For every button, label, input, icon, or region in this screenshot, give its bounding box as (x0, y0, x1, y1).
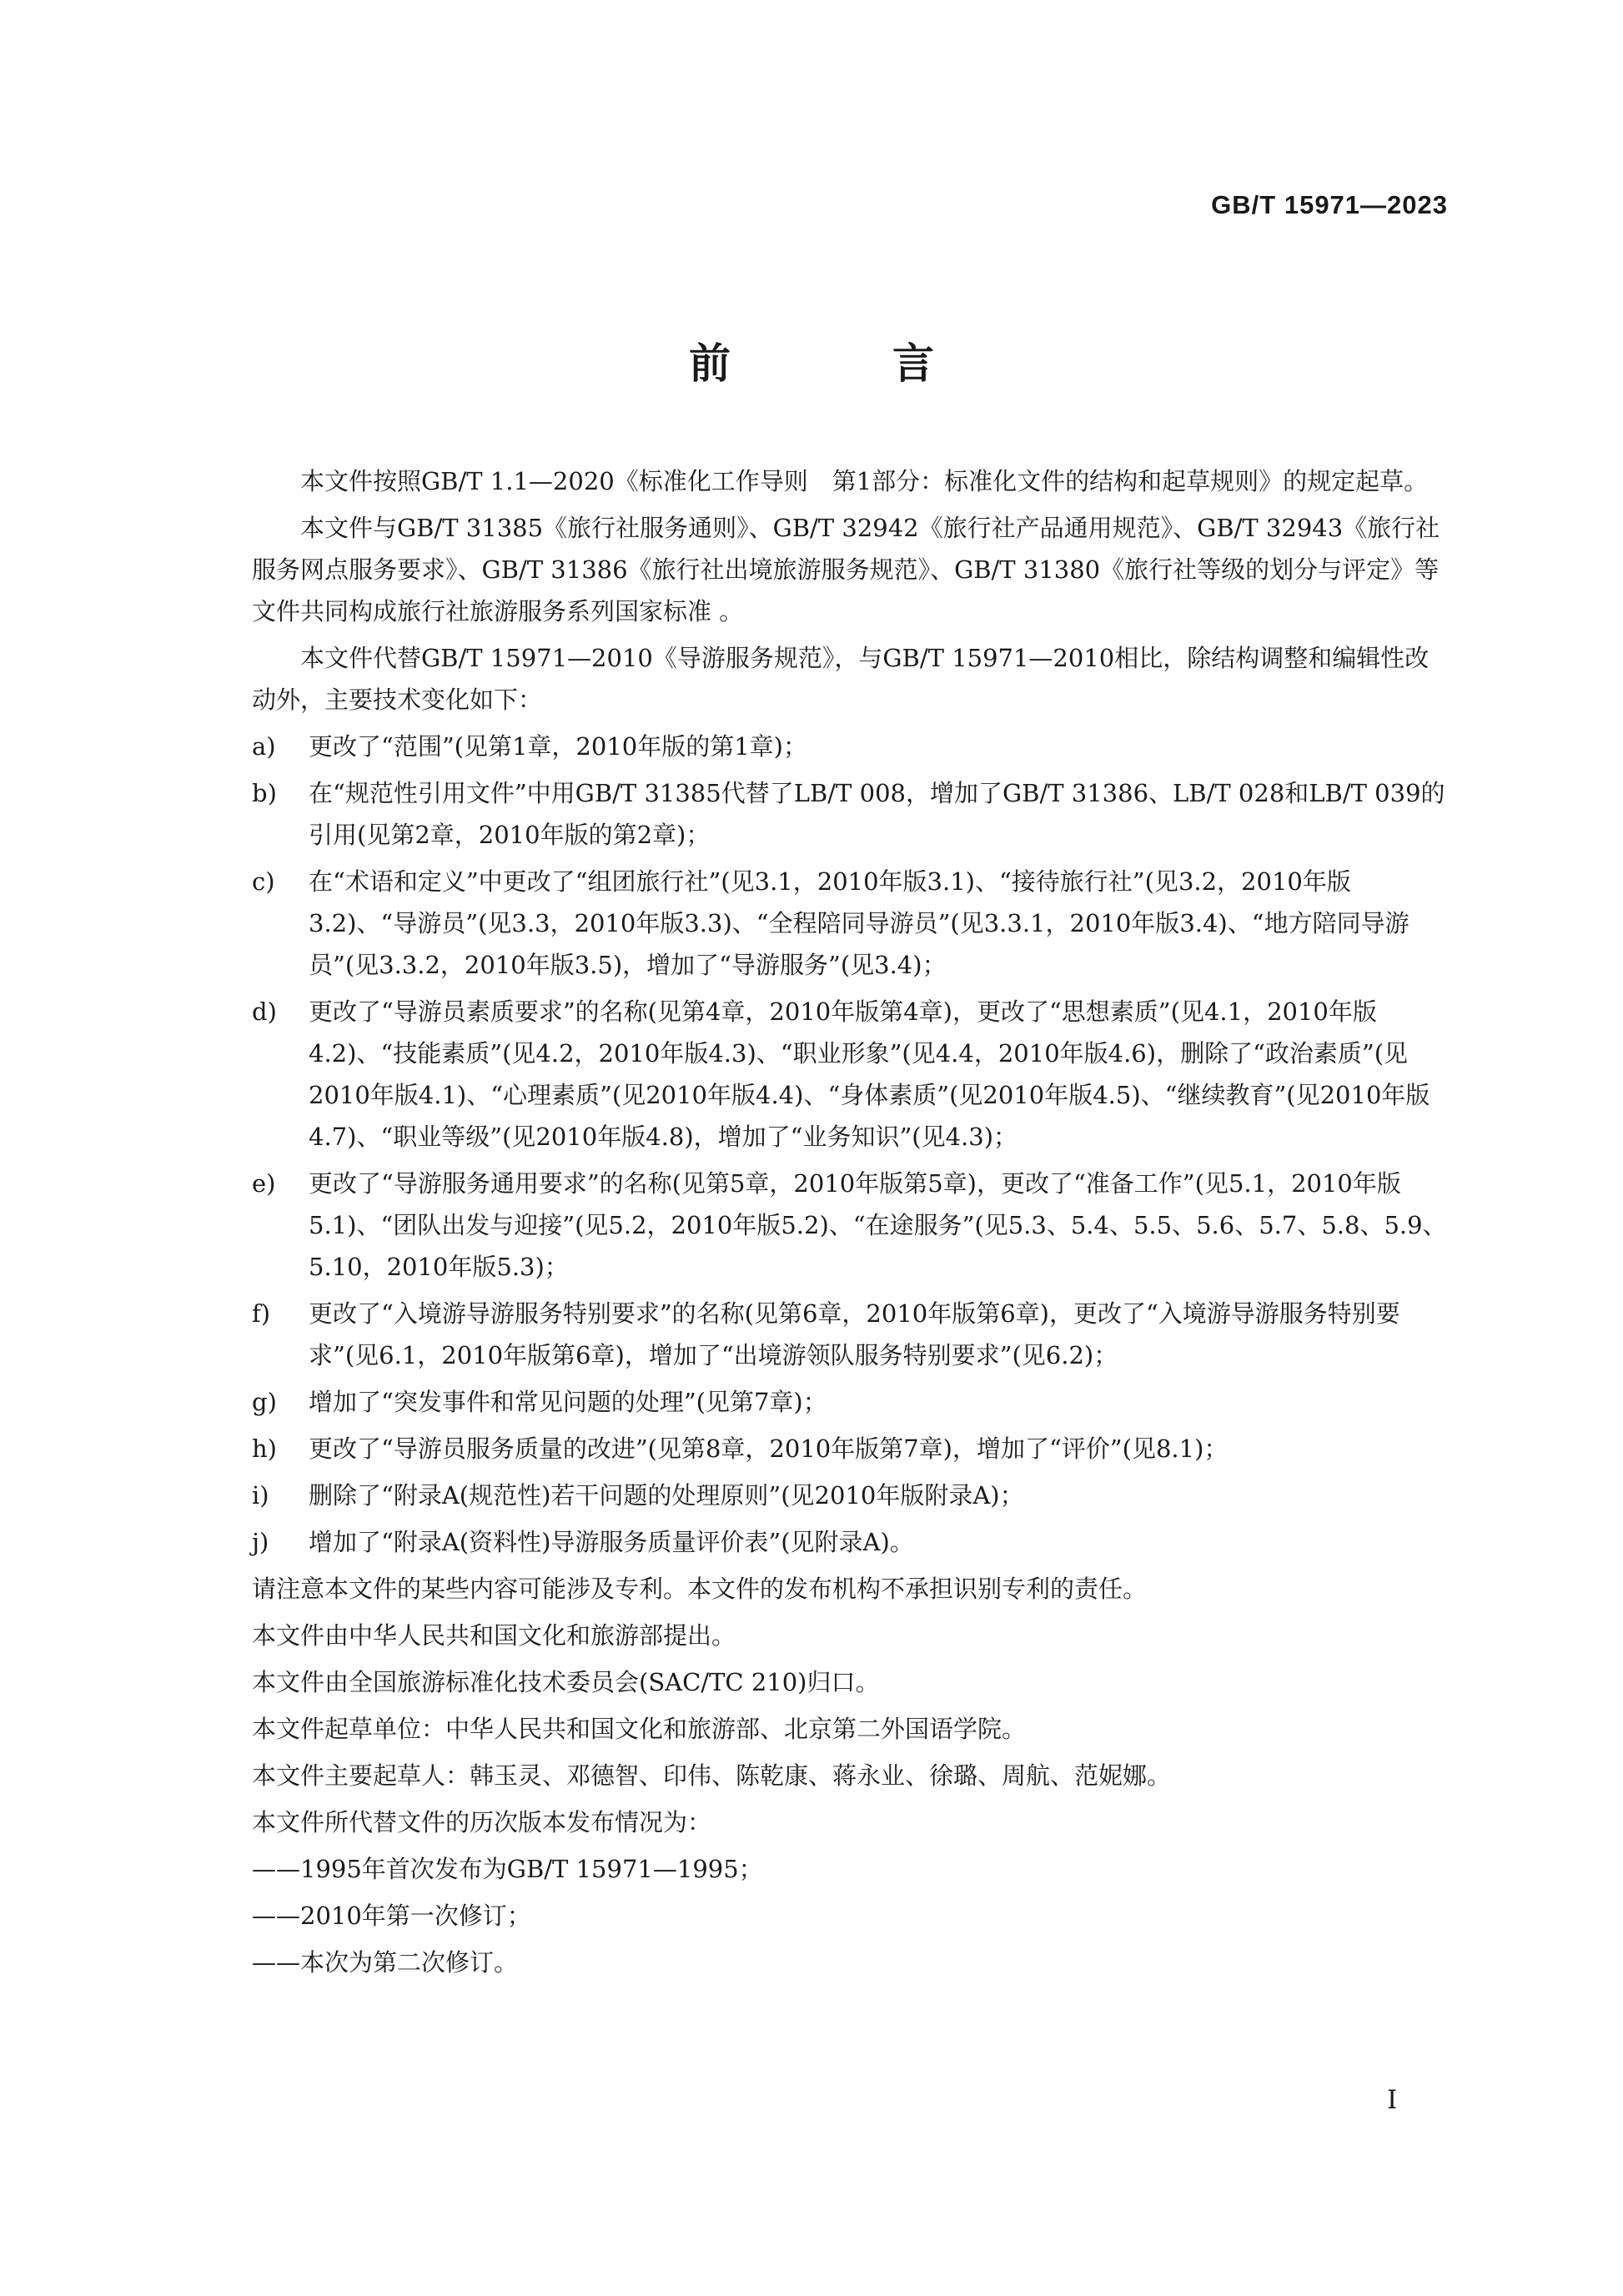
version-history-item: ——2010年第一次修订； (252, 1902, 531, 1930)
list-item (252, 1163, 1453, 1288)
list-marker: c) (252, 867, 275, 896)
list-item (252, 861, 1453, 986)
list-item (252, 1293, 1453, 1376)
list-item-text: 更改了“导游服务通用要求”的名称(见第5章，2010年版第5章)，更改了“准备工作”(见5.1，2010年版5.1)、“团队出发与迎接”(见5.2，2010年版5.2)、“在途服务”(见5.3、5.4、5.5、5.6、5.7、5.8、5.9、5.10，2010年版5.3)； (309, 1169, 1447, 1281)
list-item (252, 1381, 1453, 1423)
paragraph-drafting-rules: 本文件按照GB/T 1.1—2020《标准化工作导则 第1部分：标准化文件的结构和起草规则》的规定起草。 (300, 467, 1429, 495)
list-item-text: 更改了“导游员服务质量的改进”(见第8章，2010年版第7章)，增加了“评价”(见8.1)； (309, 1434, 1229, 1463)
standard-code: GB/T 15971—2023 (1211, 190, 1448, 219)
version-history-item: ——本次为第二次修订。 (252, 1948, 519, 1977)
drafting-units: 本文件起草单位：中华人民共和国文化和旅游部、北京第二外国语学院。 (252, 1715, 1027, 1743)
foreword-body (252, 460, 1453, 1988)
list-item-text: 增加了“附录A(资料性)导游服务质量评价表”(见附录A)。 (309, 1528, 914, 1556)
committee-statement: 本文件由全国旅游标准化技术委员会(SAC/TC 210)归口。 (252, 1668, 880, 1696)
list-marker: g) (252, 1388, 277, 1416)
list-item-text: 更改了“范围”(见第1章，2010年版的第1章)； (309, 732, 807, 761)
version-history-intro: 本文件所代替文件的历次版本发布情况为： (252, 1808, 712, 1836)
list-item (252, 772, 1453, 856)
patent-notice: 请注意本文件的某些内容可能涉及专利。本文件的发布机构不承担识别专利的责任。 (252, 1575, 1148, 1603)
changes-list (252, 726, 1453, 1563)
list-item-text: 删除了“附录A(规范性)若干问题的处理原则”(见2010年版附录A)； (309, 1481, 1024, 1510)
paragraph-series-standards: 本文件与GB/T 31385《旅行社服务通则》、GB/T 32942《旅行社产品通用规范》、GB/T 32943《旅行社服务网点服务要求》、GB/T 31386《旅行社出境旅游服务规范》、GB/T 31380《旅行社等级的划分与评定》等文件共同构成旅行社旅游服务系列国家标准 。 (252, 514, 1440, 625)
list-item (252, 1428, 1453, 1470)
list-item (252, 1521, 1453, 1563)
list-item-text: 增加了“突发事件和常见问题的处理”(见第7章)； (309, 1388, 827, 1416)
page-title: 前 言 (689, 339, 994, 388)
list-marker: d) (252, 997, 277, 1026)
list-item-text: 更改了“入境游导游服务特别要求”的名称(见第6章，2010年版第6章)，更改了“入境游导游服务特别要求”(见6.1，2010年版第6章)，增加了“出境游领队服务特别要求”(见6.2)； (309, 1299, 1400, 1369)
list-marker: h) (252, 1434, 277, 1463)
list-marker: j) (252, 1528, 269, 1556)
proposer-statement: 本文件由中华人民共和国文化和旅游部提出。 (252, 1621, 736, 1650)
version-history-item: ——1995年首次发布为GB/T 15971—1995； (252, 1855, 763, 1883)
list-item (252, 1475, 1453, 1516)
list-item-text: 在“规范性引用文件”中用GB/T 31385代替了LB/T 008，增加了GB/T 31386、LB/T 028和LB/T 039的引用(见第2章，2010年版的第2章)； (309, 779, 1445, 849)
list-marker: i) (252, 1481, 269, 1510)
list-item (252, 991, 1453, 1158)
list-marker: e) (252, 1169, 276, 1198)
list-marker: b) (252, 779, 277, 807)
drafters: 本文件主要起草人：韩玉灵、邓德智、印伟、陈乾康、蒋永业、徐璐、周航、范妮娜。 (252, 1761, 1172, 1790)
list-item (252, 726, 1453, 767)
list-item-text: 在“术语和定义”中更改了“组团旅行社”(见3.1，2010年版3.1)、“接待旅行社”(见3.2，2010年版3.2)、“导游员”(见3.3，2010年版3.3)、“全程陪同导游员”(见3.3.1，2010年版3.4)、“地方陪同导游员”(见3.3.2，2010年版3.5)，增加了“导游服务”(见3.4)； (309, 867, 1409, 979)
list-marker: f) (252, 1299, 271, 1328)
page-number: I (1387, 2085, 1398, 2115)
list-marker: a) (252, 732, 276, 761)
list-item-text: 更改了“导游员素质要求”的名称(见第4章，2010年版第4章)，更改了“思想素质”(见4.1，2010年版4.2)、“技能素质”(见4.2，2010年版4.3)、“职业形象”(见4.4，2010年版4.6)，删除了“政治素质”(见2010年版4.1)、“心理素质”(见2010年版4.4)、“身体素质”(见2010年版4.5)、“继续教育”(见2010年版4.7)、“职业等级”(见2010年版4.8)，增加了“业务知识”(见4.3)； (309, 997, 1430, 1151)
paragraph-replacement: 本文件代替GB/T 15971—2010《导游服务规范》，与GB/T 15971—2010相比，除结构调整和编辑性改动外，主要技术变化如下： (252, 644, 1430, 714)
